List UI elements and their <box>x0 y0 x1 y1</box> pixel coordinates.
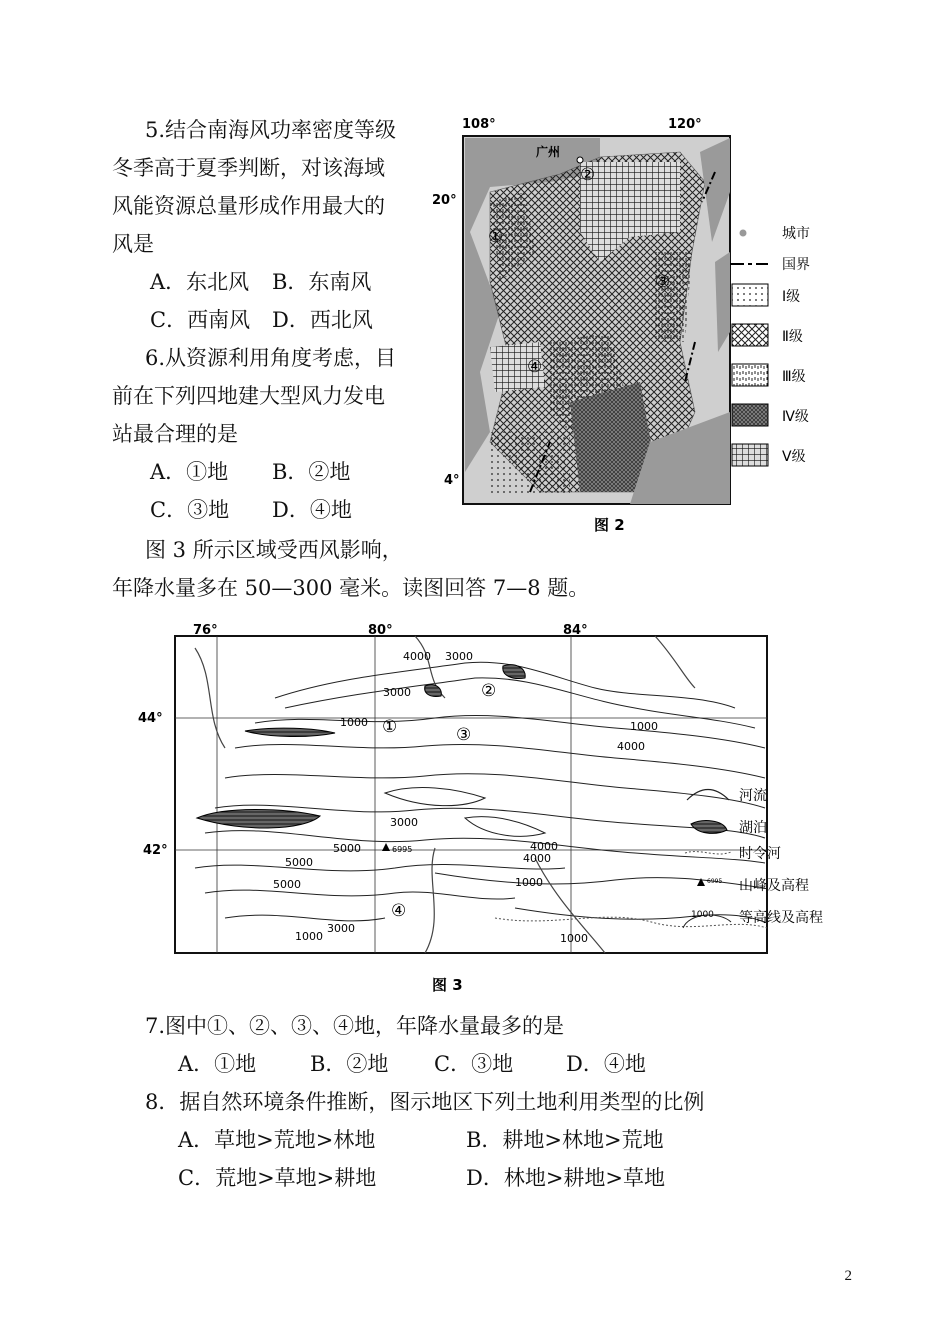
fig2-legend-level5: Ⅴ级 <box>782 449 806 465</box>
fig3-contour-label-15: 3000 <box>327 922 355 935</box>
fig3-contour-label-4: 1000 <box>340 716 368 729</box>
fig3-marker-1: ① <box>382 717 398 737</box>
q5-option-a: A．东北风 <box>150 270 250 294</box>
fig3-contour-label-13: 1000 <box>515 876 543 889</box>
fig3-marker-3: ③ <box>456 725 472 745</box>
fig2-lat-20: 20° <box>432 193 457 208</box>
fig3-marker-2: ② <box>481 681 497 701</box>
fig2-legend-level4-swatch <box>732 404 768 426</box>
q5-line-1: 5.结合南海风功率密度等级 <box>145 118 397 142</box>
fig3-contour-label-12: 5000 <box>273 878 301 891</box>
figure-3 <box>135 618 855 998</box>
q5-option-d: D．西北风 <box>272 308 373 332</box>
fig3-contour-label-11: 5000 <box>285 856 313 869</box>
fig3-contour-label-7: 3000 <box>390 816 418 829</box>
fig3-legend-lake: 湖泊 <box>739 820 767 836</box>
q8-option-b: B．耕地>林地>荒地 <box>466 1128 664 1152</box>
fig3-frame <box>175 636 767 953</box>
fig3-legend-contour-elev: 1000 <box>691 910 714 920</box>
page-number: 2 <box>844 1268 852 1284</box>
fig3-lon-76: 76° <box>193 623 218 638</box>
fig2-legend-level2: Ⅱ级 <box>782 329 803 345</box>
q8-text: 8．据自然环境条件推断，图示地区下列土地利用类型的比例 <box>145 1090 705 1114</box>
fig3-contour-label-9: 4000 <box>523 852 551 865</box>
q6-option-c: C．③地 <box>150 498 230 522</box>
fig3-contour-label-16: 1000 <box>560 932 588 945</box>
fig2-legend-level1: Ⅰ级 <box>782 289 801 305</box>
q8-option-c: C．荒地>草地>耕地 <box>178 1166 377 1190</box>
fig2-marker-2: ② <box>580 165 596 185</box>
intro-line-1: 图 3 所示区域受西风影响， <box>145 538 403 562</box>
fig2-city-icon <box>577 157 583 163</box>
fig3-contour-label-8: 4000 <box>530 840 558 853</box>
fig2-legend-city: 城市 <box>782 226 810 242</box>
fig3-legend-peak-elev: 6995 <box>707 878 723 885</box>
q6-line-2: 前在下列四地建大型风力发电 <box>112 384 385 408</box>
fig2-legend-level1-swatch <box>732 284 768 306</box>
fig2-legend-level2-swatch <box>732 324 768 346</box>
fig3-contour-label-10: 5000 <box>333 842 361 855</box>
figure-2-map <box>430 112 850 542</box>
figure-2 <box>430 112 850 542</box>
fig3-contour-label-6: 4000 <box>617 740 645 753</box>
q6-line-3: 站最合理的是 <box>112 422 238 446</box>
fig2-legend-level3-swatch <box>732 364 768 386</box>
fig3-contour-label-3: 3000 <box>383 686 411 699</box>
fig3-contour-label-2: 3000 <box>445 650 473 663</box>
q6-option-b: B．②地 <box>272 460 351 484</box>
fig2-lat-4: 4° <box>444 473 460 488</box>
fig2-legend-level4: Ⅳ级 <box>782 409 809 425</box>
fig2-lon-108: 108° <box>462 117 496 132</box>
fig3-legend-peak: 山峰及高程 <box>739 878 809 894</box>
q6-option-d: D．④地 <box>272 498 352 522</box>
fig3-lat-44: 44° <box>138 711 163 726</box>
fig3-legend-seasonal: 时令河 <box>739 846 781 862</box>
q5-line-2: 冬季高于夏季判断，对该海域 <box>112 156 385 180</box>
fig3-lat-42: 42° <box>143 843 168 858</box>
fig3-contour-label-1: 4000 <box>403 650 431 663</box>
fig2-level-1 <box>490 432 570 497</box>
q5-option-c: C．西南风 <box>150 308 251 332</box>
fig3-peak-elevation: 6995 <box>392 845 413 854</box>
q7-text: 7.图中①、②、③、④地，年降水量最多的是 <box>145 1014 565 1038</box>
q7-option-a: A．①地 <box>178 1052 257 1076</box>
q5-line-4: 风是 <box>112 232 154 256</box>
intro-line-2: 年降水量多在 50—300 毫米。读图回答 7—8 题。 <box>112 576 590 600</box>
fig2-lon-120: 120° <box>668 117 702 132</box>
fig2-caption: 图 2 <box>594 516 625 534</box>
q5-option-b: B．东南风 <box>272 270 372 294</box>
fig2-legend-level5-swatch <box>732 444 768 466</box>
q7-option-c: C．③地 <box>434 1052 514 1076</box>
q5-line-3: 风能资源总量形成作用最大的 <box>112 194 385 218</box>
fig2-legend-city-icon <box>740 230 747 237</box>
fig3-contour-label-14: 1000 <box>295 930 323 943</box>
fig3-caption: 图 3 <box>432 976 463 994</box>
fig3-marker-4: ④ <box>391 901 407 921</box>
fig2-marker-1: ① <box>488 227 504 247</box>
q6-line-1: 6.从资源利用角度考虑，目 <box>145 346 397 370</box>
q8-option-d: D．林地>耕地>草地 <box>466 1166 666 1190</box>
figure-3-map <box>135 618 855 998</box>
fig2-legend-border: 国界 <box>782 257 810 273</box>
fig2-city-label: 广州 <box>536 145 561 159</box>
fig3-contour-label-5: 1000 <box>630 720 658 733</box>
fig2-marker-4: ④ <box>527 357 543 377</box>
fig3-lon-84: 84° <box>563 623 588 638</box>
fig2-legend-level3: Ⅲ级 <box>782 369 806 385</box>
q7-option-d: D．④地 <box>566 1052 646 1076</box>
q8-option-a: A．草地>荒地>林地 <box>178 1128 376 1152</box>
fig3-legend-contour: 等高线及高程 <box>739 910 823 926</box>
fig2-marker-3: ③ <box>655 272 671 292</box>
q6-option-a: A．①地 <box>150 460 229 484</box>
q7-option-b: B．②地 <box>310 1052 389 1076</box>
fig3-legend-river: 河流 <box>739 788 767 804</box>
fig3-lon-80: 80° <box>368 623 393 638</box>
